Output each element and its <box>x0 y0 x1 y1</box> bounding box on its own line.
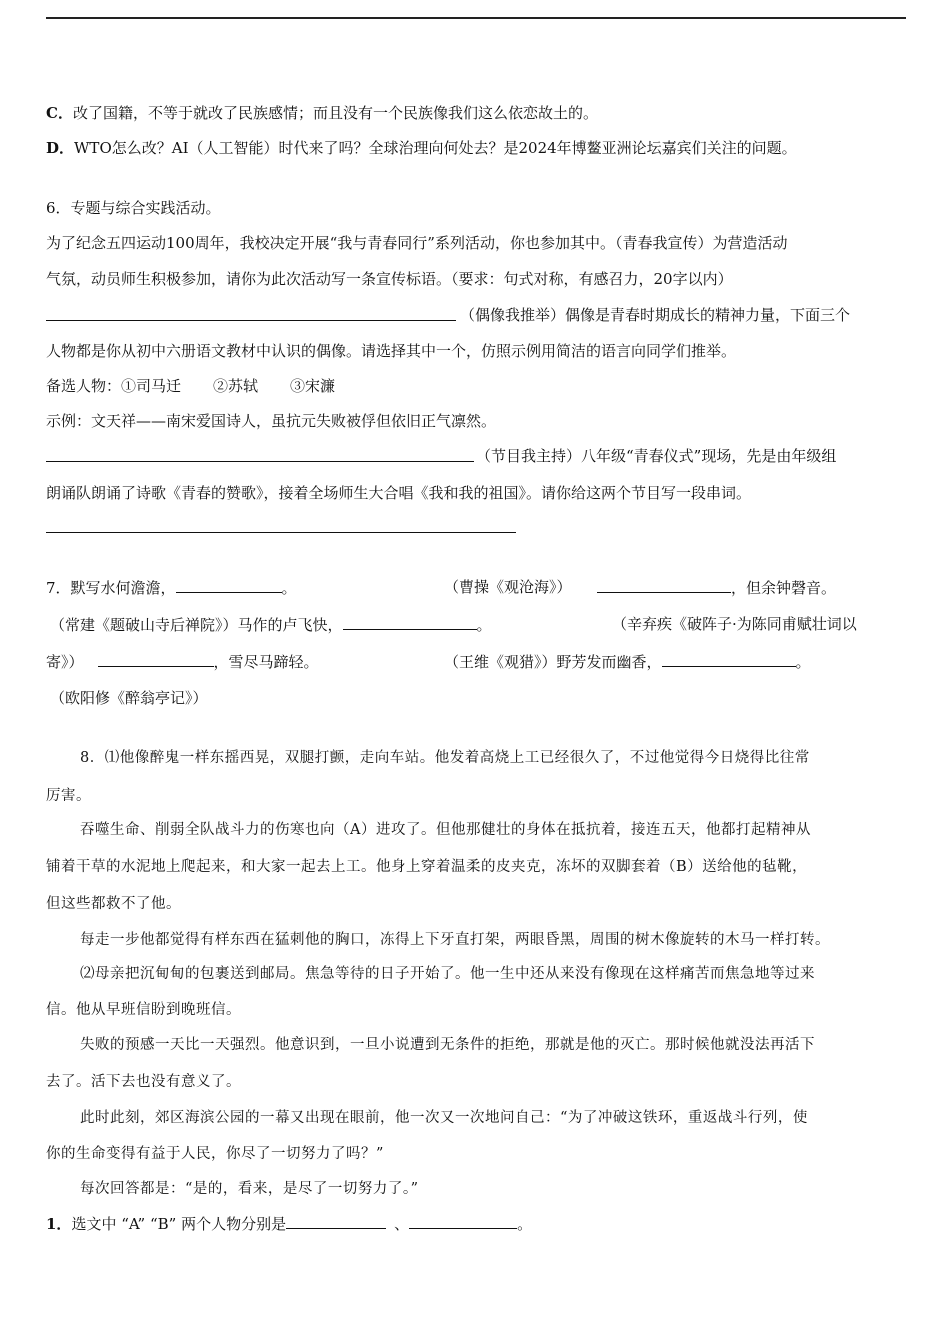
q8-sub1-text: 选文中 “A” “B” 两个人物分别是 <box>71 1215 287 1233</box>
q8-p5b: 去了。活下去也没有意义了。 <box>46 1074 241 1090</box>
header-rule <box>46 17 906 19</box>
q8-sub1-blank-a[interactable] <box>286 1213 386 1229</box>
option-c-text: 改了国籍，不等于就改了民族感情；而且没有一个民族像我们这么依恋故土的。 <box>72 104 598 122</box>
q7-blank-1[interactable] <box>176 577 282 593</box>
q7-period-8: 。 <box>795 653 811 671</box>
q7-blank-5[interactable] <box>662 651 796 667</box>
option-c-label: C． <box>46 104 73 122</box>
q6-line8: 朗诵队朗诵了诗歌《青春的赞歌》，接着全场师生大合唱《我和我的祖国》。请你给这两个节目写一段串词。 <box>46 484 752 502</box>
q7-part5: （辛弃疾《破阵子·为陈同甫赋壮词以 <box>612 615 857 633</box>
q7-part9: （欧阳修《醉翁亭记》） <box>50 689 208 707</box>
q7-blank-3[interactable] <box>343 614 477 630</box>
q7-blank-4[interactable] <box>98 651 214 667</box>
candidates-label: 备选人物： <box>46 377 122 395</box>
q7-text-4: （常建《题破山寺后禅院》）马作的卢飞快， <box>50 616 343 634</box>
q7-part3 <box>597 577 836 598</box>
q8-p3: 每走一步他都觉得有样东西在猛刺他的胸口，冻得上下牙直打架，两眼昏黑，周围的树木像旋转的木马一样打转。 <box>80 932 830 948</box>
q8-p4b: 信。他从早班信盼到晚班信。 <box>46 1002 241 1018</box>
option-d-text: WTO怎么改？AI（人工智能）时代来了吗？全球治理向何处去？是2024年博鳌亚洲论坛嘉宾们关注的问题。 <box>74 139 797 157</box>
q7-part1 <box>46 577 297 598</box>
q6-line7: （节目我主持）八年级“青春仪式”现场，先是由年级组 <box>476 447 837 465</box>
q7-part6 <box>46 651 319 672</box>
q6-example: 示例：文天祥——南宋爱国诗人，虽抗元失败被俘但依旧正气凛然。 <box>46 412 497 430</box>
q8-p1a: 8．⑴他像醉鬼一样东摇西晃，双腿打颤，走向车站。他发着高烧上工已经很久了，不过他觉得今日烧得比往常 <box>80 750 810 766</box>
q7-text-8: （王维《观猎》）野芳发而幽香， <box>444 653 662 671</box>
q7-text-1: 7．默写水何澹澹， <box>46 579 176 597</box>
q7-period-4: 。 <box>476 616 492 634</box>
q7-blank-2[interactable] <box>597 577 731 593</box>
q7-text-7: ，雪尽马蹄轻。 <box>213 653 319 671</box>
q7-part4 <box>50 614 492 635</box>
q6-answer-blank-3[interactable] <box>46 532 516 533</box>
option-d-label: D． <box>46 139 75 157</box>
q7-text-3: ，但余钟磬音。 <box>731 579 837 597</box>
q8-sub1-num: 1． <box>46 1215 72 1233</box>
q8-sub1-sep: 、 <box>394 1215 410 1233</box>
q8-p2a: 吞噬生命、削弱全队战斗力的伤寒也向（A）进攻了。但他那健壮的身体在抵抗着，接连五天，他都打起精神从 <box>80 822 811 838</box>
q6-line3: （偶像我推举）偶像是青春时期成长的精神力量，下面三个 <box>460 306 851 324</box>
q8-p7: 每次回答都是：“是的，看来，是尽了一切努力了。” <box>80 1181 419 1197</box>
q6-line4: 人物都是你从初中六册语文教材中认识的偶像。请选择其中一个，仿照示例用简洁的语言向同学们推举。 <box>46 342 737 360</box>
q8-p4a: ⑵母亲把沉甸甸的包裹送到邮局。焦急等待的日子开始了。他一生中还从来没有像现在这样痛苦而焦急地等过来 <box>80 966 815 982</box>
q8-p6b: 你的生命变得有益于人民，你尽了一切努力了吗？” <box>46 1146 384 1162</box>
candidate-3: ③宋濂 <box>290 377 336 395</box>
q6-answer-blank-2[interactable] <box>46 461 474 462</box>
q8-p5a: 失败的预感一天比一天强烈。他意识到，一旦小说遭到无条件的拒绝，那就是他的灭亡。那时候他就没法再活下 <box>80 1037 815 1053</box>
option-c <box>46 103 598 123</box>
q7-period-1: 。 <box>281 579 297 597</box>
q8-p1b: 厉害。 <box>46 788 91 804</box>
q8-sub1-blank-b[interactable] <box>409 1213 517 1229</box>
q8-sub1-period: 。 <box>517 1215 533 1233</box>
q6-line1: 为了纪念五四运动100周年，我校决定开展“我与青春同行”系列活动，你也参加其中。（青春我宣传）为营造活动 <box>46 234 788 252</box>
q6-candidates <box>46 376 335 396</box>
option-d <box>46 138 797 158</box>
candidate-1: ①司马迁 <box>121 377 182 395</box>
q8-p2c: 但这些都救不了他。 <box>46 896 181 912</box>
q8-p2b: 铺着干草的水泥地上爬起来，和大家一起去上工。他身上穿着温柔的皮夹克，冻坏的双脚套着（B）送给他的毡靴， <box>46 859 808 875</box>
q8-sub1 <box>46 1213 532 1234</box>
q8-p6a: 此时此刻，郊区海滨公园的一幕又出现在眼前，他一次又一次地问自己：“为了冲破这铁环，重返战斗行列，使 <box>80 1110 808 1126</box>
q6-answer-blank-1[interactable] <box>46 320 456 321</box>
q7-text-6: 寄》） <box>46 653 84 671</box>
q7-part2: （曹操《观沧海》） <box>444 578 572 596</box>
q6-line2: 气氛，动员师生积极参加，请你为此次活动写一条宣传标语。（要求：句式对称，有感召力，20字以内） <box>46 270 733 288</box>
candidate-2: ②苏轼 <box>213 377 259 395</box>
q7-part8 <box>444 651 811 672</box>
q6-title: 6．专题与综合实践活动。 <box>46 199 221 217</box>
